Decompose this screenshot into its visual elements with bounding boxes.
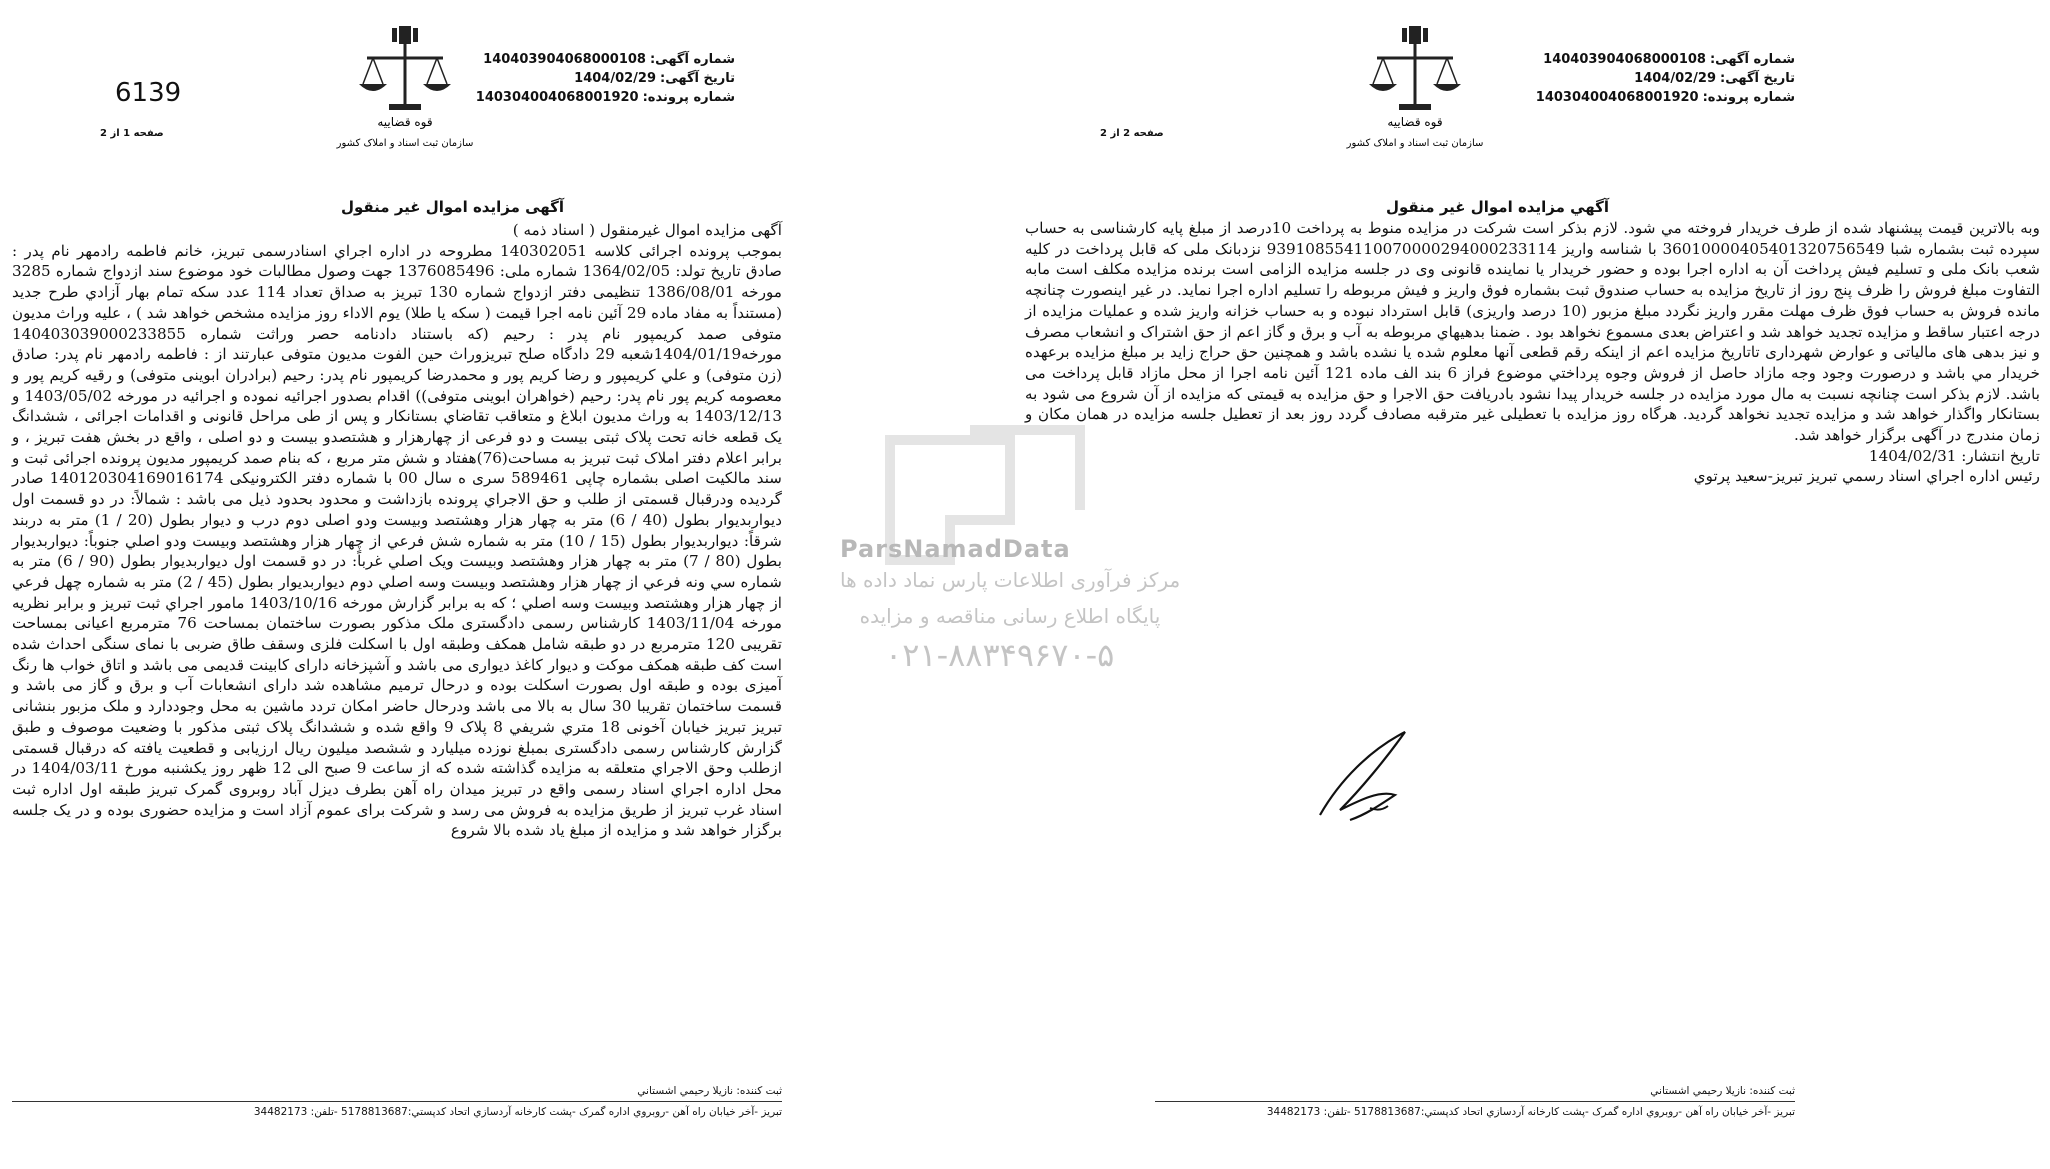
- watermark-brand: ParsNamadData: [840, 535, 1071, 563]
- notice-paragraph: بموجب پرونده اجرائی کلاسه 140302051 مطروحه در اداره اجراي اسنادرسمی تبریز، خانم فاطمه رادمهر نام پدر : صادق تاریخ تولد: 1364/02/05 شماره ملی: 1376085496 جهت وصول مطالبات خود موضوع سند ازدواج شماره 3285 مورخه 1386/08/01 تنظیمی دفتر ازدواج شماره 130 تبریز به صداق تعداد 114 عدد سکه تمام بهار آزادي طرح جدید (مستنداً به مفاد ماده 29 آئین نامه اجرا قیمت ( سکه یا طلا) یوم الاداء روز مزایده مشخص خواهد شد ) ، علیه وراث مدیون متوفی صمد کریمپور نام پدر : رحیم (که باستناد دادنامه حصر وراثت شماره 140403039000233855 مورخه1404/01/19شعبه 29 دادگاه صلح تبریزوراث حین الفوت مدیون متوفی عبارتند از : فاطمه رادمهر نام پدر: صادق (زن متوفی) و علي کریمپور و رضا کریم پور و محمدرضا کریمپور نام پدر: رحیم (برادران ابوینی متوفی) و رقیه کریم پور و معصومه کریم پور نام پدر: رحیم (خواهران ابوینی متوفی)) اقدام بصدور اجرائیه نموده و اجرائیه در مورخه 1403/05/02 و 1403/12/13 به وراث مدیون ابلاغ و متعاقب تقاضاي بستانکار و پس از طی مراحل قانونی و اقدامات اجرائی ، ششدانگ یک قطعه خانه تحت پلاک ثبتی بیست و دو فرعی از چهارهزار و هشتصدو بیست و دو اصلی ، واقع در بخش هفت تبریز ، و برابر اعلام دفتر املاک ثبت تبریز به مساحت(76)هفتاد و شش متر مربع ، که بنام صمد کریمپور مدیون پرونده اجرائی ثبت و سند مالکیت اصلی بشماره چاپی 589461 سری ه سال 00 با شماره دفتر الکترونیکی 140120304169016174 صادر گردیده ودرقبال قسمتی از طلب و حق الاجراي پرونده بازداشت و محدود بحدود ذیل می باشد : شمالاً: در دو قسمت اول دیواربدیوار بطول (40 / 6) متر به چهار هزار وهشتصد وبیست ودو اصلی دوم درب و دیوار بطول (20 / 1) متر به دربند شرقاً: دیواربدیوار بطول (15 / 10) متر به شماره شش فرعي از چهار هزار وهشتصد وبیست ودو اصلي جنوباً: دیواربدیوار بطول (80 / 7) متر به چهار هزار وهشتصد وبیست ویک اصلي غرباً: در دو قسمت اول دیواربدیوار بطول (90 / 6) متر به شماره سي ونه فرعي از چهار هزار وهشتصد وبیست وسه اصلي دوم دیواربدیوار بطول (45 / 2) متر به شماره چهل فرعي از چهار هزار وهشتصد وبیست وسه اصلي ؛ که به برابر گزارش مورخه 1403/10/16 مامور اجراي ثبت تبریز و برابر نظریه مورخه 1403/11/04 کارشناس رسمی دادگستری ملک مذکور بصورت ساختمان بمساحت 76 مترمربع اعیانی بمساحت تقریبی 120 مترمربع در دو طبقه شامل همکف وطبقه اول با اسکلت فلزی وسقف طاق ضربی با نمای سنگی احداث شده است کف طبقه همکف موکت و دیوار کاغذ دیواری می باشد و آشپزخانه دارای کابینت قدیمی می باشد و اتاق خواب ها رنگ آمیزی بوده و طبقه اول بصورت اسکلت بوده و درحال ترمیم مشاهده شد دارای انشعابات آب و برق و گاز می باشد و قسمت ساختمان تقریبا 30 سال به بالا می باشد ودرحال حاضر امکان تردد ماشین به محل وجوددارد و ملک مزبور بنشانی تبریز تبریز خیابان آخونی 18 متري شریفي 8 پلاک 9 واقع شده و ششدانگ پلاک ثبتی مذکور با وضعیت موصوف و طبق گزارش کارشناس رسمی دادگستری بمبلغ نوزده میلیارد و ششصد میلیون ریال ارزیابی و قطعیت یافته که درقبال قسمتی ازطلب وحق الاجراي متعلقه به مزایده گذاشته شده که از ساعت 9 صبح الی 12 ظهر روز یکشنبه مورخ 1404/03/11 در محل اداره اجراي اسناد رسمی واقع در تبریز میدان راه آهن بطرف دیزل آباد روبروی گمرک تبریز طبقه اول اداره ثبت اسناد غرب تبریز از طریق مزایده به فروش می رسد و شرکت برای عموم آزاد است و مزایده حضوری بوده و در یک جلسه برگزار خواهد شد و مزایده از مبلغ یاد شده بالا شروع: [12, 241, 783, 840]
- document-number: 6139: [115, 78, 182, 108]
- publish-date: تاریخ انتشار: 1404/02/31: [1868, 446, 2040, 465]
- notice-subtitle: آگهی مزایده اموال غیرمنقول ( اسناد ذمه ): [512, 221, 782, 239]
- watermark-line-2: پایگاه اطلاع رسانی مناقصه و مزایده: [859, 604, 1161, 628]
- signature-icon: [1310, 720, 1430, 830]
- page-number: صفحه 1 از 2: [100, 128, 164, 139]
- ad-date: 1404/02/29: [1634, 71, 1717, 86]
- file-number-label: شماره پرونده:: [1702, 90, 1795, 105]
- file-number: 140304004068001920: [475, 90, 639, 105]
- judiciary-emblem-icon: [1346, 18, 1484, 153]
- footer-address: تبریز -آخر خیابان راه آهن -روبروي اداره گمرک -پشت کارخانه آردسازي اتحاد کدپستي:5178813687 -تلفن: 34482173: [1266, 1106, 1795, 1118]
- ad-meta: [1536, 50, 1795, 107]
- org-text: سازمان ثبت اسناد و املاک کشور: [1346, 138, 1484, 149]
- footer: [1155, 1083, 1795, 1120]
- footer-address: تبریز -آخر خیابان راه آهن -روبروي اداره گمرک -پشت کارخانه آردسازي اتحاد کدپستي:5178813687 -تلفن: 34482173: [253, 1106, 782, 1118]
- footer-divider: [1155, 1101, 1795, 1102]
- registrar-label: ثبت کننده:: [1749, 1085, 1795, 1097]
- notice-paragraph: وبه بالاترین قیمت پیشنهاد شده از طرف خریدار فروخته مي شود. لازم بذکر است شرکت در مزایده منوط به پرداخت 10درصد از مبلغ پایه کارشناسی به حساب سپرده ثبت بشماره شبا 36010000405401320756549 با شناسه واریز 939108554110070000294000233114 نزدبانک ملی که قابل پرداخت در کلیه شعب بانک ملی و تسلیم فیش پرداخت آن به اداره اجرا بوده و حضور خریدار یا نماینده قانونی وی در جلسه مزایده الزامی است برنده مزایده مکلف است مابه التفاوت مبلغ فروش را ظرف پنج روز از تاریخ مزایده به حساب صندوق ثبت بشماره فوق واریز و فیش مربوطه را تسلیم اداره اجرا نماید. در غیر اینصورت چنانچه مانده فروش به حساب فوق ظرف مهلت مقرر واریز نگردد مبلغ مزبور (10 درصد واریزی) قابل استرداد نبوده و به حساب خزانه واریز شده و عملیات مزایده از درجه اعتبار ساقط و مزایده تجدید خواهد شد و اعتراض بعدی مسموع نخواهد بود . ضمنا بدهیهاي مربوطه به آب و برق و گاز اعم از حق اشتراک و انشعاب مصرف و نیز بدهی های مالیاتی و عوارض شهرداری تاتاریخ مزایده اعم از اینکه رقم قطعی آنها معلوم شده یا نشده باشد و همچنین حق حراج زاید بر مبلغ مزایده برعهده خریدار مي باشد و درصورت وجود وجه مازاد حاصل از فروش وجوه پرداختي موضوع فراز 6 بند الف ماده 121 آئین نامه اجرا از محل مازاد قابل پرداخت می باشد. لازم بذکر است چنانچه نسبت به مال مورد مزایده در جلسه خریدار پیدا نشود بادریافت حق الاجرا و حق مزایده به قیمتی که مزایده از آن شروع می شود به بستانکار واگذار خواهد شد و مزایده تجدید نخواهد گردید. هرگاه روز مزایده با تعطیلی غیر مترقبه مصادف گردد روز بعد از تعطیل جلسه مزایده در همان مکان و زمان مندرج در آگهی برگزار خواهد شد.: [1025, 219, 2040, 445]
- judiciary-emblem-icon: [336, 18, 474, 153]
- org-text: سازمان ثبت اسناد و املاک کشور: [336, 138, 474, 149]
- ad-date: 1404/02/29: [574, 71, 657, 86]
- ad-meta: [476, 50, 735, 107]
- signatory: رئیس اداره اجراي اسناد رسمي تبریز تبریز-سعید پرتوي: [1693, 467, 2040, 486]
- registrar-label: ثبت کننده:: [736, 1085, 782, 1097]
- file-number-label: شماره پرونده:: [642, 90, 735, 105]
- notice-body: [1025, 218, 2040, 487]
- file-number: 140304004068001920: [1535, 90, 1699, 105]
- emblem-text: قوه قضاییه: [377, 115, 433, 129]
- ad-number-label: شماره آگهی:: [649, 52, 735, 67]
- ad-date-label: تاریخ آگهی:: [1720, 71, 1795, 86]
- footer-divider: [12, 1101, 782, 1102]
- footer: [12, 1083, 782, 1120]
- notice-title: آگهي مزايده اموال غير منقول: [1385, 198, 1610, 216]
- page-number: صفحه 2 از 2: [1100, 128, 1164, 139]
- ad-number: 140403904068000108: [483, 52, 646, 67]
- registrar-name: نازیلا رحیمي اشستاني: [637, 1085, 734, 1097]
- registrar-name: نازیلا رحیمي اشستاني: [1650, 1085, 1747, 1097]
- watermark-line-1: مرکز فرآوری اطلاعات پارس نماد داده ها: [840, 568, 1181, 592]
- ad-number-label: شماره آگهی:: [1709, 52, 1795, 67]
- emblem-text: قوه قضاییه: [1387, 115, 1443, 129]
- ad-date-label: تاریخ آگهی:: [660, 71, 735, 86]
- notice-body: [12, 220, 782, 841]
- watermark-phone: ۰۲۱-۸۸۳۴۹۶۷۰-۵: [885, 636, 1115, 674]
- notice-title: آگهی مزایده اموال غیر منقول: [340, 198, 565, 216]
- ad-number: 140403904068000108: [1543, 52, 1706, 67]
